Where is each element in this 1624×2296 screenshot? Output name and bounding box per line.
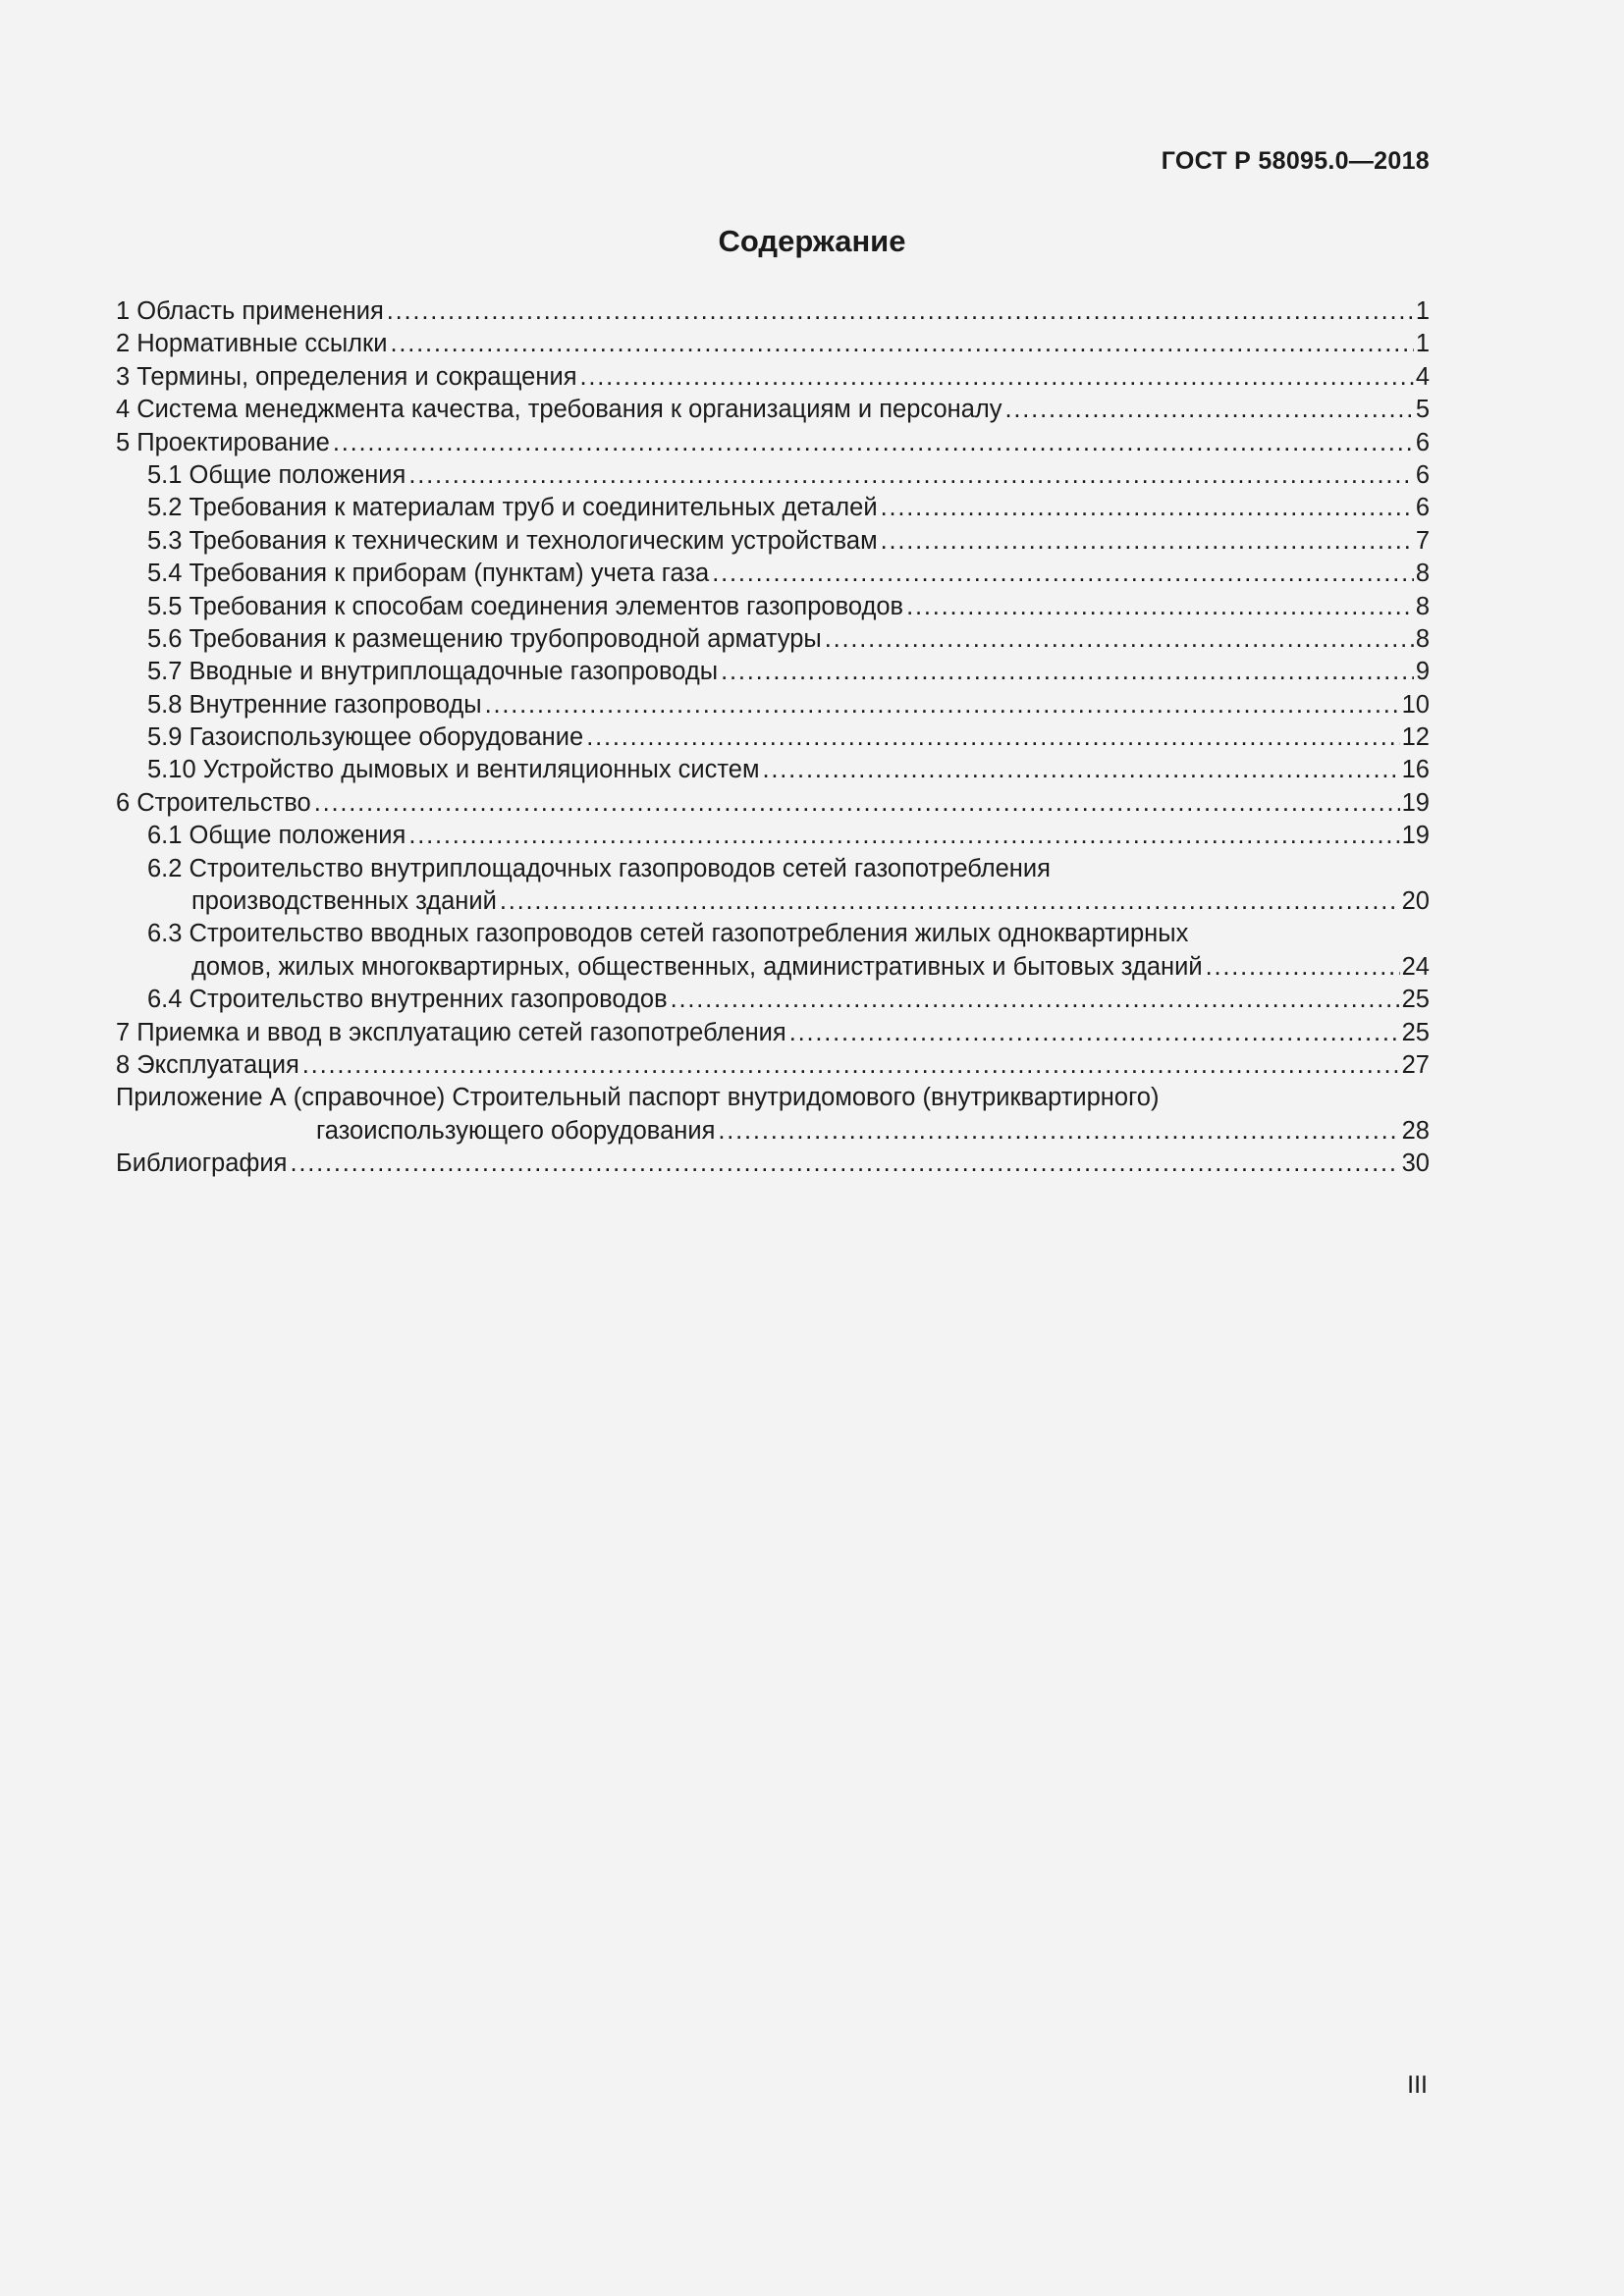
toc-entry[interactable] xyxy=(116,525,1430,558)
dot-leader xyxy=(906,591,1414,623)
dot-leader xyxy=(390,328,1413,360)
toc-entry-line xyxy=(116,394,1430,426)
toc-entry-line xyxy=(116,1148,1430,1180)
toc-page-number: 9 xyxy=(1415,658,1430,686)
toc-entry-line xyxy=(116,558,1430,590)
toc-entry-title: 5.2 Требования к материалам труб и соединительных деталей xyxy=(147,494,878,522)
toc-page-number: 6 xyxy=(1415,460,1430,489)
dot-leader xyxy=(586,721,1399,754)
toc-page-number: 10 xyxy=(1401,690,1430,719)
toc-entry-title: 5.10 Устройство дымовых и вентиляционных систем xyxy=(147,756,760,784)
toc-entry-title: производственных зданий xyxy=(191,887,497,916)
toc-entry[interactable] xyxy=(116,1082,1430,1148)
toc-entry[interactable] xyxy=(116,328,1430,360)
toc-page-number: 1 xyxy=(1415,330,1430,358)
toc-entry-line xyxy=(116,492,1430,524)
dot-leader xyxy=(881,492,1414,524)
toc-entry-title: 5.5 Требования к способам соединения элементов газопроводов xyxy=(147,592,904,620)
toc-entry-title: 5 Проектирование xyxy=(116,428,330,456)
toc-entry-title: домов, жилых многоквартирных, общественных, административных и бытовых зданий xyxy=(191,952,1203,981)
dot-leader xyxy=(712,558,1414,590)
toc-entry-title: 8 Эксплуатация xyxy=(116,1050,299,1079)
toc-entry-line xyxy=(116,984,1430,1016)
toc-entry-line xyxy=(116,623,1430,656)
toc-entry-line xyxy=(116,787,1430,820)
toc-entry-line xyxy=(116,656,1430,688)
toc-page-number: 25 xyxy=(1401,986,1430,1014)
toc-entry-line xyxy=(116,361,1430,394)
toc-page-number: 28 xyxy=(1401,1116,1430,1145)
dot-leader xyxy=(580,361,1414,394)
toc-entry[interactable] xyxy=(116,427,1430,459)
toc-entry-line xyxy=(116,689,1430,721)
toc-entry-title: 6.4 Строительство внутренних газопроводов xyxy=(147,986,668,1014)
toc-entry-line xyxy=(116,754,1430,786)
dot-leader xyxy=(408,459,1413,492)
toc-entry-line xyxy=(116,328,1430,360)
dot-leader xyxy=(290,1148,1399,1180)
toc-entry-line xyxy=(116,295,1430,328)
toc-entry-title: 5.4 Требования к приборам (пунктам) учета газа xyxy=(147,560,710,588)
toc-page-number: 4 xyxy=(1415,362,1430,391)
toc-page-number: 12 xyxy=(1401,723,1430,752)
toc-entry-title: 7 Приемка и ввод в эксплуатацию сетей газопотребления xyxy=(116,1018,786,1046)
toc-entry[interactable] xyxy=(116,820,1430,852)
toc-title: Содержание xyxy=(718,224,906,258)
toc-page-number: 8 xyxy=(1415,592,1430,620)
dot-leader xyxy=(485,689,1400,721)
toc-entry-title: 5.7 Вводные и внутриплощадочные газопроводы xyxy=(147,658,719,686)
toc-entry-line xyxy=(116,591,1430,623)
toc-page-number: 24 xyxy=(1401,952,1430,981)
dot-leader xyxy=(333,427,1414,459)
toc-entry-line xyxy=(116,721,1430,754)
toc-page-number: 20 xyxy=(1401,887,1430,916)
toc-entry[interactable] xyxy=(116,394,1430,426)
toc-page-number: 27 xyxy=(1401,1050,1430,1079)
toc-page-number: 6 xyxy=(1415,494,1430,522)
dot-leader xyxy=(881,525,1414,558)
toc-entry[interactable] xyxy=(116,459,1430,492)
toc-page-number: 5 xyxy=(1415,396,1430,424)
toc-entry-title: 5.3 Требования к техническим и технологическим устройствам xyxy=(147,526,878,555)
toc-entry-title: 3 Термины, определения и сокращения xyxy=(116,362,577,391)
table-of-contents xyxy=(116,295,1430,1181)
toc-entry[interactable] xyxy=(116,918,1430,984)
toc-entry-line xyxy=(116,1049,1430,1082)
toc-entry-line xyxy=(116,1115,1430,1148)
toc-entry[interactable] xyxy=(116,787,1430,820)
toc-entry-title: Библиография xyxy=(116,1149,288,1178)
toc-page-number: 19 xyxy=(1401,822,1430,850)
toc-entry-title: 6 Строительство xyxy=(116,788,311,817)
dot-leader xyxy=(721,656,1414,688)
toc-entry-title: 4 Система менеджмента качества, требования к организациям и персоналу xyxy=(116,396,1002,424)
toc-page-number: 7 xyxy=(1415,526,1430,555)
toc-page-number: 6 xyxy=(1415,428,1430,456)
toc-entry[interactable] xyxy=(116,295,1430,328)
toc-entry[interactable] xyxy=(116,984,1430,1016)
toc-entry-title: 5.9 Газоиспользующее оборудование xyxy=(147,723,584,752)
dot-leader xyxy=(408,820,1399,852)
toc-entry-line xyxy=(116,427,1430,459)
page-number: III xyxy=(1407,2071,1428,2099)
toc-entry-line xyxy=(116,820,1430,852)
toc-entry[interactable] xyxy=(116,689,1430,721)
toc-entry[interactable] xyxy=(116,361,1430,394)
toc-entry-line xyxy=(116,951,1430,984)
toc-entry[interactable] xyxy=(116,853,1430,919)
toc-entry-title: газоиспользующего оборудования xyxy=(316,1116,716,1145)
toc-entry-title: 5.6 Требования к размещению трубопроводной арматуры xyxy=(147,624,822,653)
dot-leader xyxy=(302,1049,1400,1082)
dot-leader xyxy=(763,754,1400,786)
dot-leader xyxy=(500,885,1400,918)
toc-page-number: 25 xyxy=(1401,1018,1430,1046)
toc-page-number: 8 xyxy=(1415,624,1430,653)
toc-entry[interactable] xyxy=(116,591,1430,623)
toc-entry-line xyxy=(116,525,1430,558)
toc-page-number: 1 xyxy=(1415,297,1430,325)
dot-leader xyxy=(314,787,1400,820)
toc-entry[interactable] xyxy=(116,656,1430,688)
toc-page-number: 19 xyxy=(1401,788,1430,817)
toc-entry[interactable] xyxy=(116,1148,1430,1180)
dot-leader xyxy=(1206,951,1400,984)
toc-page-number: 30 xyxy=(1401,1149,1430,1178)
dot-leader xyxy=(387,295,1414,328)
toc-entry[interactable] xyxy=(116,1017,1430,1049)
toc-entry-line xyxy=(116,885,1430,918)
toc-entry-title: 6.3 Строительство вводных газопроводов сетей газопотребления жилых одноквартирных xyxy=(147,920,1189,948)
toc-entry-line xyxy=(116,918,1430,950)
toc-entry[interactable] xyxy=(116,623,1430,656)
toc-entry-title: 1 Область применения xyxy=(116,297,384,325)
toc-entry[interactable] xyxy=(116,1049,1430,1082)
dot-leader xyxy=(718,1115,1399,1148)
toc-entry-title: 5.8 Внутренние газопроводы xyxy=(147,690,482,719)
toc-page-number: 8 xyxy=(1415,560,1430,588)
dot-leader xyxy=(789,1017,1400,1049)
toc-entry-line xyxy=(116,1082,1430,1114)
toc-entry-line xyxy=(116,459,1430,492)
toc-entry-line xyxy=(116,1017,1430,1049)
document-id: ГОСТ Р 58095.0—2018 xyxy=(1161,147,1430,175)
toc-entry[interactable] xyxy=(116,492,1430,524)
toc-entry[interactable] xyxy=(116,558,1430,590)
toc-page-number: 16 xyxy=(1401,756,1430,784)
toc-entry-title: 2 Нормативные ссылки xyxy=(116,330,388,358)
dot-leader xyxy=(1005,394,1414,426)
dot-leader xyxy=(825,623,1414,656)
toc-entry-title: Приложение А (справочное) Строительный паспорт внутридомового (внутриквартирного) xyxy=(116,1084,1160,1112)
toc-entry-title: 5.1 Общие положения xyxy=(147,460,406,489)
toc-entry[interactable] xyxy=(116,754,1430,786)
toc-entry-line xyxy=(116,853,1430,885)
toc-entry-title: 6.2 Строительство внутриплощадочных газопроводов сетей газопотребления xyxy=(147,854,1051,882)
dot-leader xyxy=(671,984,1400,1016)
toc-entry[interactable] xyxy=(116,721,1430,754)
toc-entry-title: 6.1 Общие положения xyxy=(147,822,406,850)
